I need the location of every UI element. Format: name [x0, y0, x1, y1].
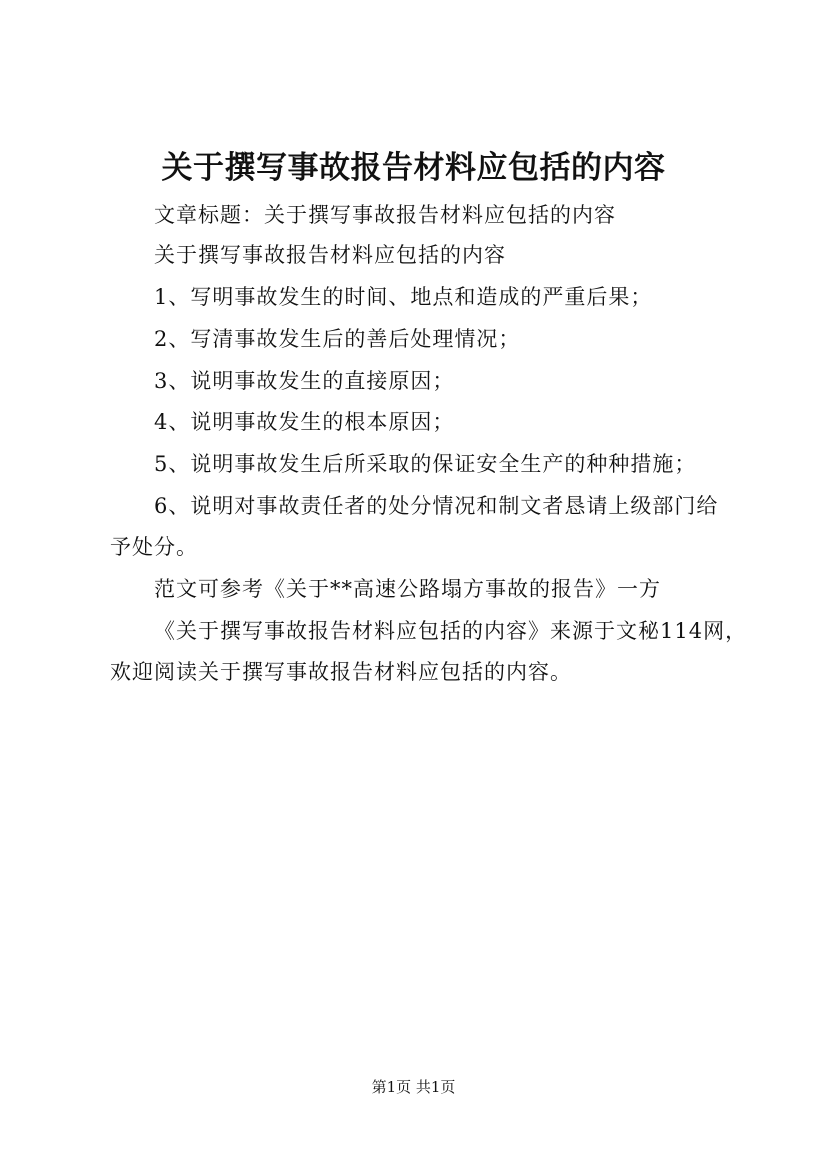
- paragraph-item-5: 5、说明事故发生后所采取的保证安全生产的种种措施；: [154, 452, 697, 476]
- paragraph-reference: 范文可参考《关于**高速公路塌方事故的报告》一方: [154, 577, 661, 601]
- paragraph-source-continued: 欢迎阅读关于撰写事故报告材料应包括的内容。: [110, 660, 572, 684]
- paragraph-item-6: 6、说明对事故责任者的处分情况和制文者恳请上级部门给: [154, 494, 719, 518]
- paragraph-source: 《关于撰写事故报告材料应包括的内容》来源于文秘114网，: [154, 619, 748, 643]
- page-number-footer: 第1页 共1页: [371, 1078, 456, 1096]
- paragraph-article-title: 文章标题：关于撰写事故报告材料应包括的内容: [154, 203, 616, 227]
- document-title: 关于撰写事故报告材料应包括的内容: [161, 150, 666, 186]
- paragraph-subtitle: 关于撰写事故报告材料应包括的内容: [154, 243, 506, 267]
- paragraph-item-3: 3、说明事故发生的直接原因；: [154, 369, 455, 393]
- paragraph-item-4: 4、说明事故发生的根本原因；: [154, 410, 455, 434]
- paragraph-item-1: 1、写明事故发生的时间、地点和造成的严重后果；: [154, 285, 653, 309]
- paragraph-item-6-continued: 予处分。: [110, 535, 198, 559]
- paragraph-item-2: 2、写清事故发生后的善后处理情况；: [154, 327, 521, 351]
